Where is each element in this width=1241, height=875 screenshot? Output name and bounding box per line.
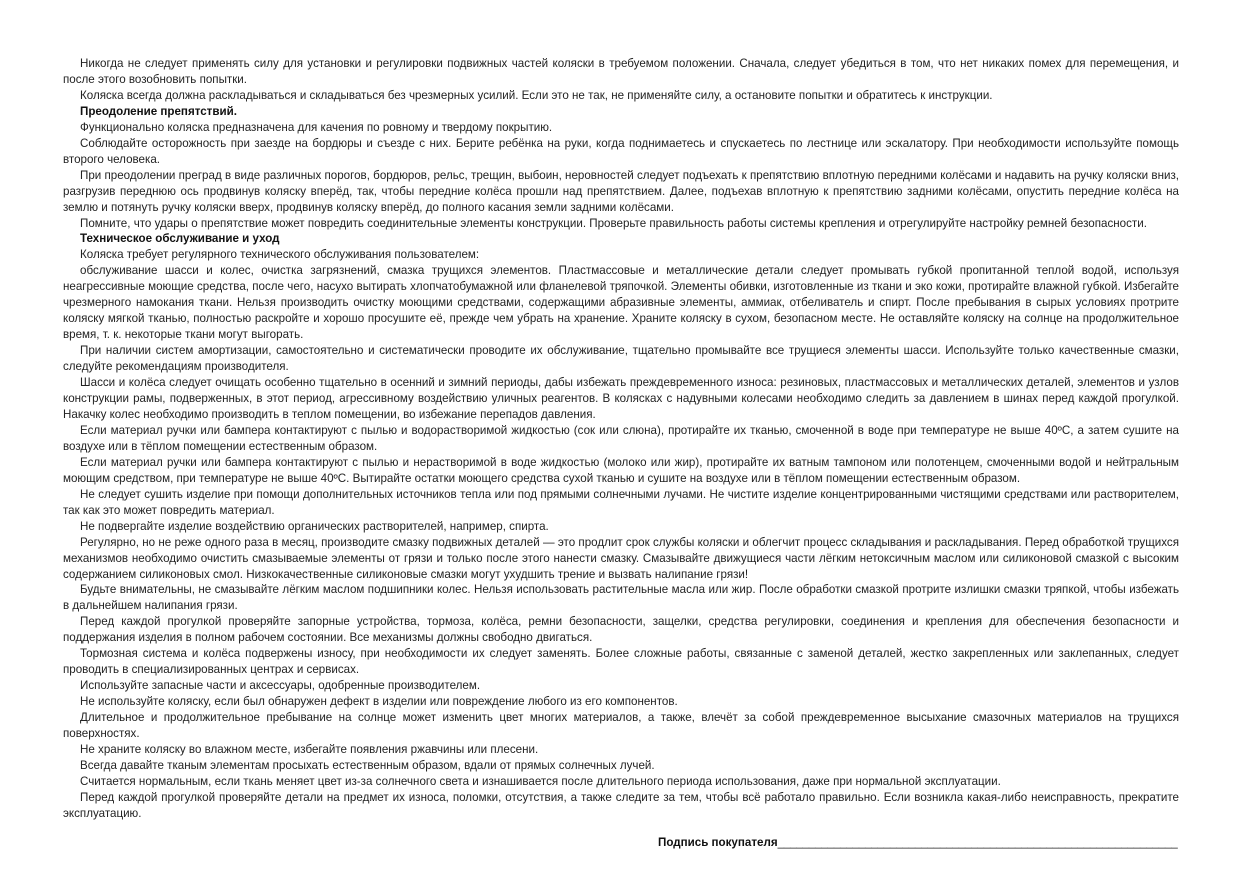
section-heading: Преодоление препятствий. xyxy=(80,104,237,118)
signature-row xyxy=(63,835,1179,851)
paragraph: Функционально коляска предназначена для качения по ровному и твердому покрытию. xyxy=(80,120,553,134)
paragraph: Не подвергайте изделие воздействию органических растворителей, например, спирта. xyxy=(80,519,549,533)
paragraph: Коляска всегда должна раскладываться и складываться без чрезмерных усилий. Если это не так, не применяйте силу, а остановите попытки и обратитесь к инструкции. xyxy=(80,88,993,102)
paragraph: обслуживание шасси и колес, очистка загрязнений, смазка трущихся элементов. Пластмассовые и металлические детали следует промывать губкой пропитанной теплой водой, используя неагрессивные моющие средства, после чего, насухо вытирать хлопчатобумажной или фланелевой тряпочкой. Элементы обивки, изготовленные из ткани и эко кожи, протирайте влажной губкой. Избегайте чрезмерного намокания ткани. Нельзя производить очистку моющими средствами, содержащими абразивные элементы, аммиак, отбеливатель и спирт. После пребывания в сырых условиях протрите коляску мягкой тканью, полностью раскройте и хорошо просушите её, прежде чем убрать на хранение. Храните коляску в сухом, безопасном месте. Не оставляйте коляску на солнце на продолжительное время, т. к. некоторые ткани могут выгорать. xyxy=(63,264,1179,342)
paragraph: Если материал ручки или бампера контактируют с пылью и нерастворимой в воде жидкостью (молоко или жир), протирайте их ватным тампоном или полотенцем, смоченными водой и нейтральным моющим средством, при температуре не выше 40ºС. Вытирайте остатки моющего средства сухой тканью и сушите на воздухе или в тёплом помещении естественным образом. xyxy=(63,455,1179,485)
paragraph: Никогда не следует применять силу для установки и регулировки подвижных частей коляски в требуемом положении. Сначала, следует убедиться в том, что нет никаких помех для перемещения, и после этого возобновить попытки. xyxy=(63,57,1179,86)
paragraph: Используйте запасные части и аксессуары, одобренные производителем. xyxy=(80,679,481,693)
paragraph: При преодолении преград в виде различных порогов, бордюров, рельс, трещин, выбоин, неровностей следует подъехать к препятствию вплотную передними колёсами и надавить на ручку коляски вниз, разгрузив переднюю ось продвинув коляску вперёд, так, чтобы передние колёса прошли над препятствием. Далее, подъехав вплотную к препятствию задними колёсами, опустить передние колёса на землю и потянуть ручку коляски вверх, продвинув коляску вперёд, до полного касания земли задними колёсами. xyxy=(63,168,1179,214)
paragraph: Будьте внимательны, не смазывайте лёгким маслом подшипники колес. Нельзя использовать растительные масла или жир. После обработки смазкой протрите излишки смазки тряпкой, чтобы избежать в дальнейшем налипания грязи. xyxy=(63,583,1179,613)
paragraph: Всегда давайте тканым элементам просыхать естественным образом, вдали от прямых солнечных лучей. xyxy=(80,758,655,772)
paragraph: Регулярно, но не реже одного раза в месяц, производите смазку подвижных деталей — это продлит срок службы коляски и облегчит процесс складывания и раскладывания. Перед обработкой трущихся механизмов необходимо очистить смазываемые элементы от грязи и только после этого нанести смазку. Смазывайте движущиеся части лёгким нетоксичным маслом или силиконовой смазкой с высоким содержанием силиконовых смол. Низкокачественные силиконовые смазки могут ухудшить трение и вызвать налипание грязи! xyxy=(63,535,1179,581)
paragraph: Помните, что удары о препятствие может повредить соединительные элементы конструкции. Проверьте правильность работы системы крепления и отрегулируйте настройку ремней безопасности. xyxy=(80,216,1147,230)
paragraph: Не используйте коляску, если был обнаружен дефект в изделии или повреждение любого из его компонентов. xyxy=(80,695,678,709)
paragraph: Шасси и колёса следует очищать особенно тщательно в осенний и зимний периоды, дабы избежать преждевременного износа: резиновых, пластмассовых и металлических деталей, элементов и узлов конструкции рамы, подверженных, в этот период, агрессивному воздействию уличных реагентов. В колясках с надувными колесами необходимо следить за давлением в шинах перед каждой прогулкой. Накачку колес необходимо производить в теплом помещении, во избежание перепадов давления. xyxy=(63,376,1179,421)
paragraph: Перед каждой прогулкой проверяйте детали на предмет их износа, поломки, отсутствия, а также следите за тем, чтобы всё работало правильно. Если возникла какая-либо неисправность, прекратите эксплуатацию. xyxy=(63,790,1179,820)
paragraph: Перед каждой прогулкой проверяйте запорные устройства, тормоза, колёса, ремни безопасности, защелки, средства регулировки, соединения и крепления для обеспечения безопасности и поддержания изделия в полном рабочем состоянии. Все механизмы должны свободно двигаться. xyxy=(63,615,1179,645)
paragraph: Не храните коляску во влажном месте, избегайте появления ржавчины или плесени. xyxy=(80,742,539,756)
paragraph: Считается нормальным, если ткань меняет цвет из-за солнечного света и изнашивается после длительного периода использования, даже при нормальной эксплуатации. xyxy=(80,774,1001,788)
paragraph: Не следует сушить изделие при помощи дополнительных источников тепла или под прямыми солнечными лучами. Не чистите изделие концентрированными чистящими средствами или растворителем, так как это может повредить материал. xyxy=(63,487,1179,517)
paragraph: Коляска требует регулярного технического обслуживания пользователем: xyxy=(80,248,480,262)
paragraph: Соблюдайте осторожность при заезде на бордюры и съезде с них. Берите ребёнка на руки, когда поднимаетесь и спускаетесь по лестнице или эскалатору. При необходимости используйте помощь второго человека. xyxy=(63,136,1179,166)
manual-text-body xyxy=(63,56,1179,822)
buyer-signature-label: Подпись покупателя xyxy=(658,835,778,849)
paragraph: Тормозная система и колёса подвержены износу, при необходимости их следует заменять. Более сложные работы, связанные с заменой деталей, жестко закрепленных или заклепанных, следует проводить в специализированных центрах и сервисах. xyxy=(63,647,1179,677)
paragraph: Длительное и продолжительное пребывание на солнце может изменить цвет многих материалов, а также, влечёт за собой преждевременное высыхание смазочных материалов на трущихся поверхностях. xyxy=(63,711,1179,741)
paragraph: При наличии систем амортизации, самостоятельно и систематически проводите их обслуживание, тщательно промывайте все трущиеся элементы шасси. Используйте только качественные смазки, следуйте рекомендациям производителя. xyxy=(63,344,1179,374)
section-heading: Техническое обслуживание и уход xyxy=(80,232,280,246)
signature-blank-line: ________________________________________________________________ xyxy=(777,835,1178,849)
paragraph: Если материал ручки или бампера контактируют с пылью и водорастворимой жидкостью (сок или слюна), протирайте их тканью, смоченной в воде при температуре не выше 40ºС, а затем сушите на воздухе или в тёплом помещении естественным образом. xyxy=(63,423,1179,453)
